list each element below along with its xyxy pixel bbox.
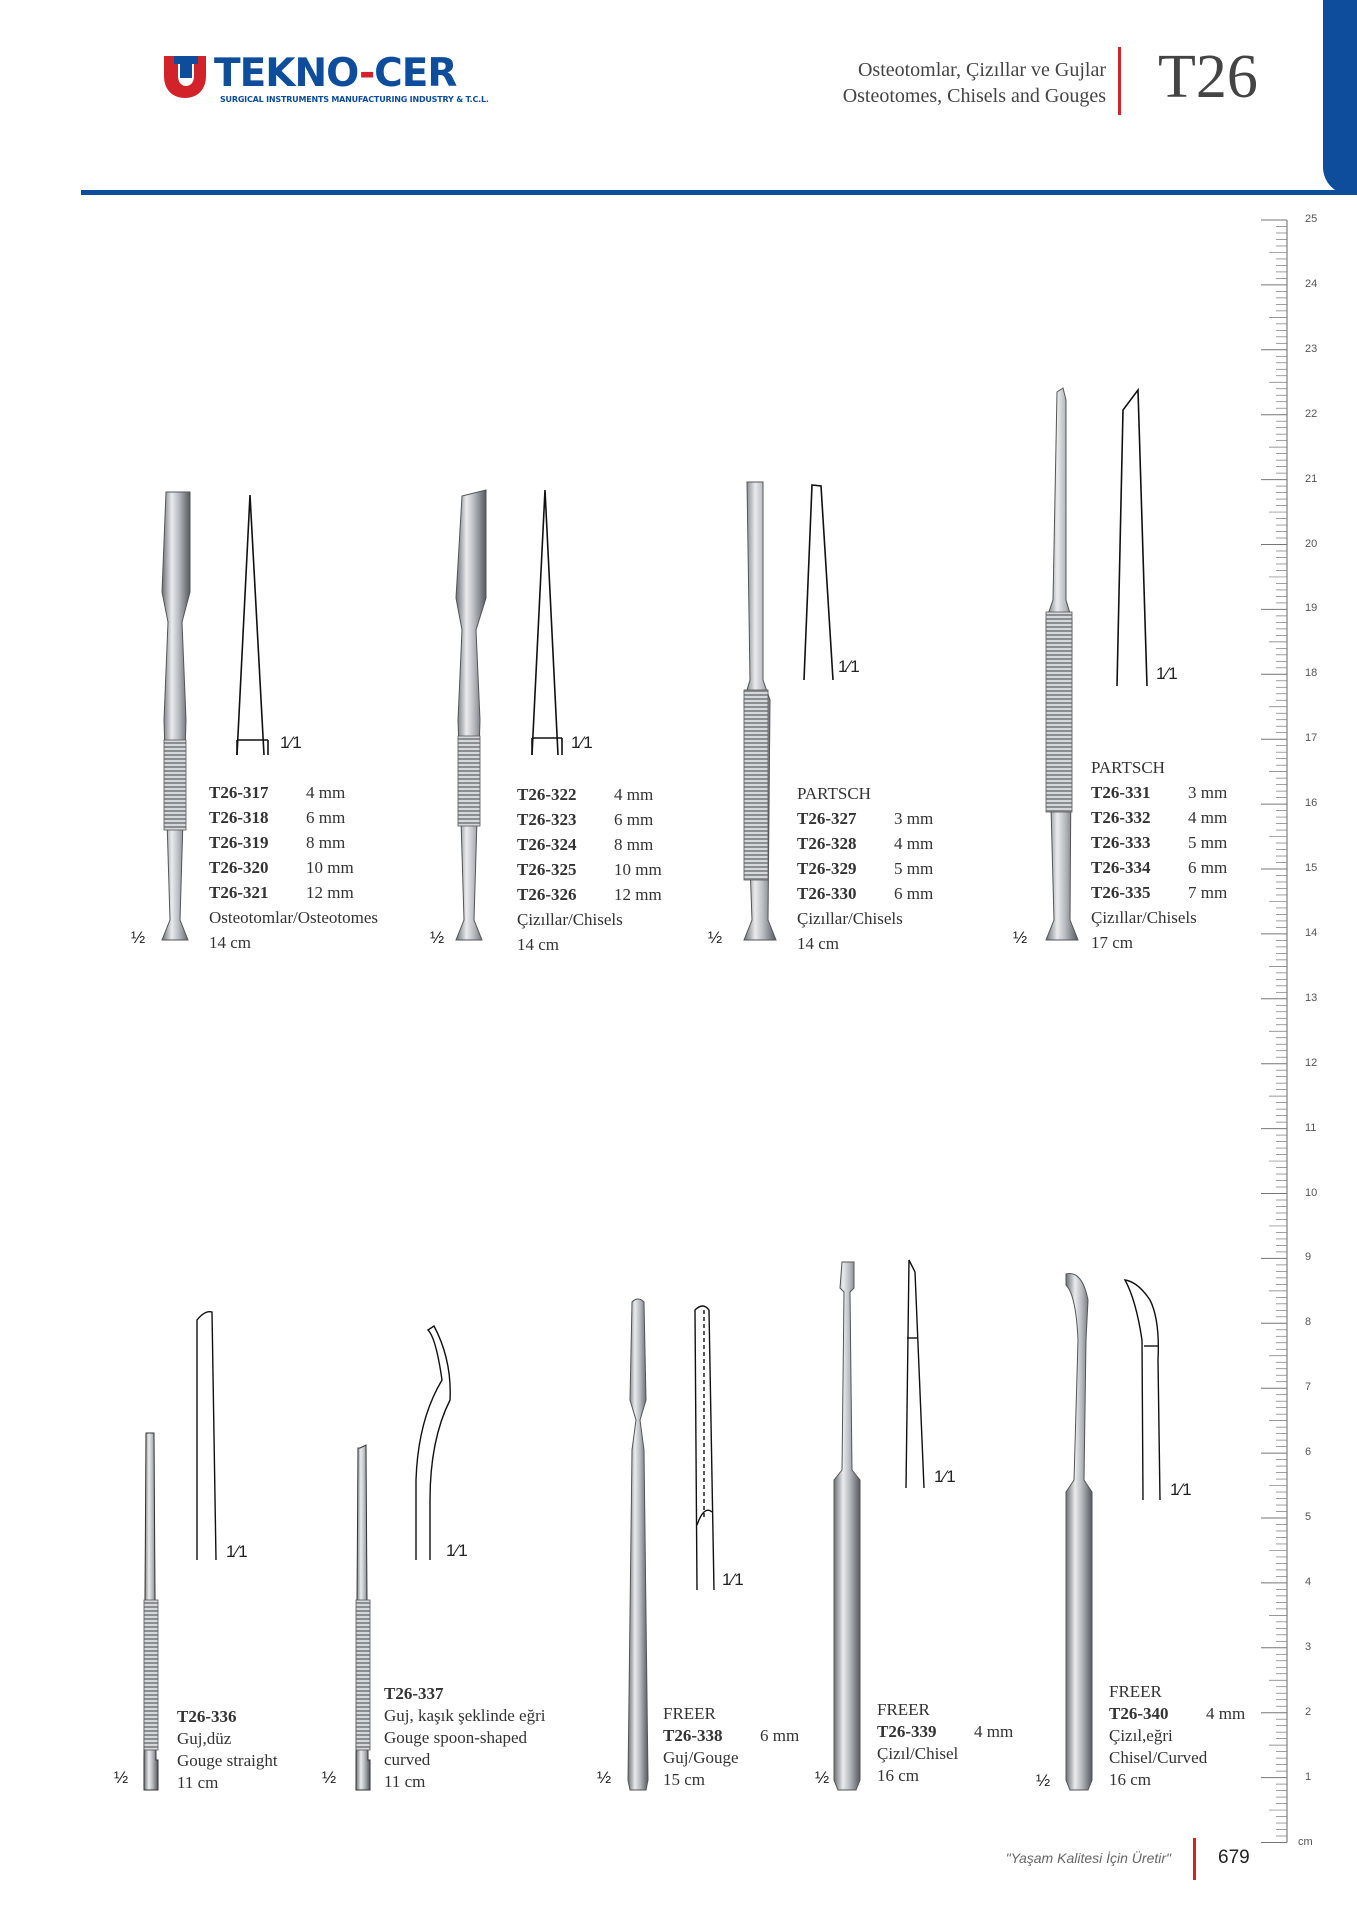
partsch-chisel-photo-1	[744, 482, 776, 940]
product-prefix: PARTSCH	[1091, 758, 1165, 777]
product-name: Çizıllar/Chisels	[517, 910, 623, 929]
scale-full-2: 1⁄1	[571, 733, 593, 752]
product-prefix: FREER	[663, 1704, 716, 1723]
product-size: 6 mm	[1188, 858, 1228, 877]
item-row	[797, 831, 933, 856]
chisel-photo-1	[456, 490, 486, 940]
product-size: 4 mm	[1188, 808, 1228, 827]
product-prefix: FREER	[877, 1700, 930, 1719]
product-size: 6 mm	[894, 884, 934, 903]
freer-chisel-photo	[834, 1262, 860, 1790]
product-length: 14 cm	[517, 935, 560, 954]
item-row	[209, 880, 378, 905]
product-name: Osteotomlar/Osteotomes	[209, 908, 379, 927]
product-group-partsch-chisels-17	[1091, 755, 1227, 955]
scale-half-2: ½	[430, 928, 445, 947]
scale-half-4: ½	[1013, 928, 1028, 947]
brand-tagline: SURGICAL INSTRUMENTS MANUFACTURING INDUSTRY & T.C.L.	[220, 95, 489, 104]
product-freer-chisel	[877, 1699, 1013, 1787]
product-group-chisels	[517, 782, 662, 957]
product-code: T26-320	[209, 858, 269, 877]
scale-full-9: 1⁄1	[1170, 1480, 1192, 1499]
product-size: 12 mm	[306, 883, 354, 902]
scale-full-1: 1⁄1	[280, 733, 302, 752]
ruler-label: 21	[1305, 472, 1318, 485]
ruler-label: 2	[1305, 1705, 1312, 1718]
scale-half-8: ½	[815, 1768, 830, 1787]
product-name: Guj/Gouge	[663, 1748, 739, 1767]
product-code: T26-337	[384, 1684, 444, 1703]
ruler-label: 16	[1305, 797, 1318, 810]
product-size: 12 mm	[614, 885, 662, 904]
ruler-label: 13	[1305, 991, 1318, 1004]
freer-gouge-photo	[628, 1299, 648, 1790]
freer-curved-chisel-photo	[1066, 1274, 1092, 1790]
item-row	[663, 1725, 799, 1747]
item-row	[877, 1721, 1013, 1743]
brand-name-part1: TEKNO	[214, 51, 359, 96]
product-code: T26-322	[517, 785, 577, 804]
product-size: 6 mm	[614, 810, 654, 829]
product-size: 3 mm	[1188, 783, 1228, 802]
product-code: T26-325	[517, 860, 577, 879]
ruler-label: 1	[1305, 1770, 1312, 1783]
product-size: 4 mm	[894, 834, 934, 853]
product-code: T26-333	[1091, 833, 1151, 852]
partsch-chisel-outline-drawing-2	[1117, 390, 1147, 686]
product-prefix: FREER	[1109, 1682, 1162, 1701]
product-freer-curved-chisel	[1109, 1681, 1245, 1791]
product-length: 14 cm	[209, 933, 252, 952]
item-row	[1091, 805, 1227, 830]
product-code: T26-321	[209, 883, 269, 902]
product-gouge-spoon-shaped	[384, 1683, 545, 1793]
ruler-label: 15	[1305, 862, 1318, 874]
ruler-label: 19	[1305, 602, 1318, 615]
scale-half-6: ½	[322, 1768, 337, 1787]
item-row	[797, 856, 933, 881]
product-size: 7 mm	[1188, 883, 1228, 902]
product-name-en: Chisel/Curved	[1109, 1748, 1208, 1767]
product-size: 5 mm	[1188, 833, 1228, 852]
partsch-chisel-photo-2	[1046, 388, 1078, 940]
centimeter-ruler	[1261, 220, 1287, 1843]
item-row	[1091, 830, 1227, 855]
product-code: T26-336	[177, 1707, 237, 1726]
brand-name-part2: CER	[374, 51, 457, 96]
gouge-spoon-outline-drawing	[416, 1326, 450, 1560]
product-code: T26-317	[209, 783, 269, 802]
product-size: 8 mm	[306, 833, 346, 852]
product-code: T26-335	[1091, 883, 1151, 902]
scale-full-5: 1⁄1	[226, 1542, 248, 1561]
product-length: 15 cm	[663, 1770, 706, 1789]
product-code: T26-318	[209, 808, 269, 827]
item-row	[1091, 880, 1227, 905]
scale-full-7: 1⁄1	[722, 1570, 744, 1589]
product-name-en: Gouge straight	[177, 1751, 278, 1770]
product-code: T26-324	[517, 835, 577, 854]
ruler-label: 9	[1305, 1251, 1312, 1264]
product-size: 6 mm	[306, 808, 346, 827]
ruler-label: 22	[1305, 407, 1318, 420]
ruler-label: 8	[1305, 1316, 1312, 1329]
ruler-label: 24	[1305, 277, 1318, 290]
ruler-label: 4	[1305, 1575, 1312, 1588]
section-code: T26	[1158, 43, 1258, 111]
product-name: Çizıllar/Chisels	[797, 909, 903, 928]
product-code: T26-332	[1091, 808, 1151, 827]
gouge-spoon-photo	[356, 1445, 370, 1790]
product-code: T26-334	[1091, 858, 1151, 877]
freer-chisel-outline-drawing	[906, 1260, 924, 1488]
ruler-label: 3	[1305, 1640, 1312, 1653]
product-size: 10 mm	[306, 858, 354, 877]
gouge-straight-outline-drawing	[197, 1312, 216, 1560]
product-code: T26-323	[517, 810, 577, 829]
title-english: Osteotomes, Chisels and Gouges	[842, 85, 1106, 107]
product-code: T26-331	[1091, 783, 1151, 802]
product-name-tr: Guj,düz	[177, 1729, 232, 1748]
item-row	[209, 830, 378, 855]
ruler-label: 14	[1305, 926, 1318, 939]
product-code: T26-340	[1109, 1704, 1169, 1723]
ruler-label: 6	[1305, 1446, 1312, 1459]
product-code: T26-328	[797, 834, 857, 853]
scale-full-3: 1⁄1	[838, 657, 860, 676]
title-turkish: Osteotomlar, Çizıllar ve Gujlar	[857, 59, 1106, 81]
product-length: 11 cm	[177, 1773, 219, 1792]
product-name-en: Gouge spoon-shaped	[384, 1728, 528, 1747]
product-code: T26-339	[877, 1722, 937, 1741]
product-name-tr: Guj, kaşık şeklinde eğri	[384, 1706, 546, 1725]
product-length: 17 cm	[1091, 933, 1134, 952]
item-row	[517, 857, 662, 882]
product-size: 4 mm	[974, 1722, 1014, 1741]
product-size: 4 mm	[1206, 1704, 1246, 1723]
gouge-straight-photo	[144, 1433, 158, 1790]
product-name-tr: Çizıl,eğri	[1109, 1726, 1173, 1745]
chisel-outline-drawing-1	[532, 490, 562, 755]
ruler-label: 25	[1305, 213, 1318, 225]
ruler-label: 12	[1305, 1056, 1318, 1069]
product-length: 16 cm	[1109, 1770, 1152, 1789]
ruler-label: 10	[1305, 1186, 1318, 1199]
item-row	[209, 805, 378, 830]
scale-half-3: ½	[708, 928, 723, 947]
footer-slogan: "Yaşam Kalitesi İçin Üretir"	[1005, 1850, 1171, 1866]
item-row	[797, 881, 933, 906]
product-size: 6 mm	[760, 1726, 800, 1745]
product-size: 4 mm	[306, 783, 346, 802]
partsch-chisel-outline-drawing-1	[804, 485, 833, 680]
product-name-en-cont: curved	[384, 1750, 431, 1769]
product-name: Çizıllar/Chisels	[1091, 908, 1197, 927]
ruler-label: 17	[1305, 732, 1318, 745]
scale-half-7: ½	[597, 1768, 612, 1787]
product-code: T26-330	[797, 884, 857, 903]
scale-half-1: ½	[131, 928, 146, 947]
item-row	[517, 807, 662, 832]
product-name: Çizıl/Chisel	[877, 1744, 959, 1763]
ruler-label: 20	[1305, 537, 1318, 550]
product-code: T26-326	[517, 885, 577, 904]
osteotome-photo	[162, 492, 190, 940]
product-code: T26-329	[797, 859, 857, 878]
ruler-label: 11	[1305, 1121, 1317, 1134]
item-row	[517, 782, 662, 807]
item-row	[1091, 855, 1227, 880]
product-gouge-straight	[177, 1706, 278, 1794]
freer-gouge-outline-drawing	[695, 1306, 714, 1590]
ruler-label: 18	[1305, 667, 1318, 680]
item-row	[797, 806, 933, 831]
product-group-partsch-chisels-14	[797, 781, 933, 956]
product-code: T26-338	[663, 1726, 723, 1745]
product-size: 4 mm	[614, 785, 654, 804]
footer-divider	[1193, 1838, 1196, 1880]
freer-curved-chisel-outline-drawing	[1125, 1280, 1160, 1500]
osteotome-outline-drawing	[237, 495, 268, 755]
scale-half-9: ½	[1036, 1771, 1051, 1790]
scale-half-5: ½	[114, 1768, 129, 1787]
ruler-unit: cm	[1298, 1836, 1313, 1848]
brand-name-dash: -	[358, 51, 375, 96]
product-length: 11 cm	[384, 1772, 426, 1791]
ruler-label: 23	[1305, 342, 1318, 355]
item-row	[1109, 1703, 1245, 1725]
product-length: 14 cm	[797, 934, 840, 953]
product-size: 8 mm	[614, 835, 654, 854]
item-row	[1091, 780, 1227, 805]
page-number: 679	[1218, 1847, 1250, 1868]
product-code: T26-327	[797, 809, 857, 828]
scale-full-6: 1⁄1	[446, 1541, 468, 1560]
product-code: T26-319	[209, 833, 269, 852]
item-row	[209, 855, 378, 880]
item-row	[209, 780, 378, 805]
product-size: 3 mm	[894, 809, 934, 828]
product-group-osteotomes	[209, 780, 378, 955]
scale-full-8: 1⁄1	[934, 1467, 956, 1486]
product-prefix: PARTSCH	[797, 784, 871, 803]
item-row	[517, 832, 662, 857]
product-size: 10 mm	[614, 860, 662, 879]
ruler-label: 5	[1305, 1511, 1312, 1523]
scale-full-4: 1⁄1	[1156, 664, 1178, 683]
ruler-label: 7	[1305, 1381, 1312, 1394]
product-length: 16 cm	[877, 1766, 920, 1785]
item-row	[517, 882, 662, 907]
product-size: 5 mm	[894, 859, 934, 878]
product-freer-gouge	[663, 1703, 799, 1791]
